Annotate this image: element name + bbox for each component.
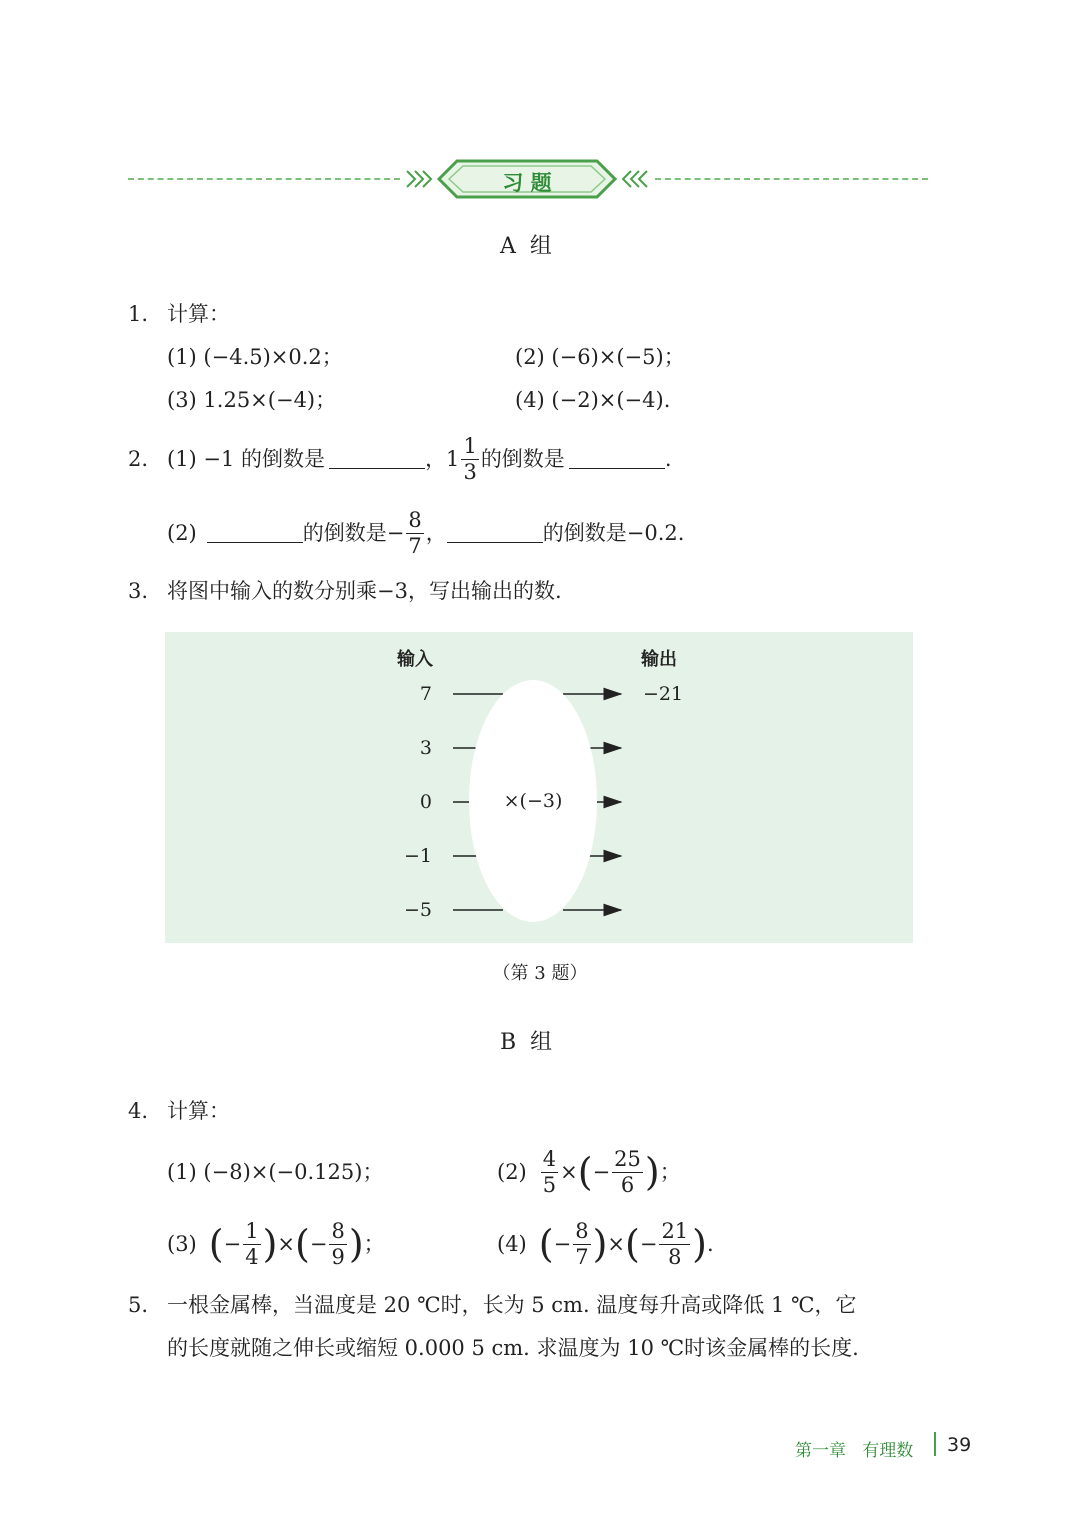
q3-figure bbox=[165, 632, 913, 943]
group-a-heading: A 组 bbox=[500, 234, 552, 259]
q1-number: 1. bbox=[128, 302, 149, 326]
answer-blank[interactable] bbox=[207, 524, 303, 543]
q3-caption: （第 3 题） bbox=[492, 963, 588, 984]
input-value: 7 bbox=[419, 683, 432, 705]
header-divider-right bbox=[655, 178, 928, 180]
q1-part4: (4) (−2)×(−4). bbox=[515, 388, 671, 412]
q2-line2-text-c: ， bbox=[425, 520, 447, 545]
q2-line2-text-a: (2) bbox=[167, 520, 197, 545]
chevron-right-icon bbox=[407, 171, 431, 187]
operation-label: ×(−3) bbox=[503, 790, 563, 812]
group-b-heading: B 组 bbox=[500, 1030, 553, 1055]
q3-number: 3. bbox=[128, 579, 149, 603]
answer-blank[interactable] bbox=[329, 450, 425, 469]
q1-part3: (3) 1.25×(−4)； bbox=[167, 388, 337, 412]
q1-stem: 计算： bbox=[167, 302, 230, 326]
q2-line1-text-b: ，1 bbox=[425, 446, 460, 471]
footer-divider bbox=[934, 1432, 936, 1456]
q2-line2-text-b: 的倒数是− bbox=[302, 520, 405, 545]
answer-blank[interactable] bbox=[569, 450, 665, 469]
answer-blank[interactable] bbox=[447, 524, 543, 543]
header-title: 习 题 bbox=[502, 171, 552, 195]
fraction: $\frac{8}{7}$ bbox=[575, 1218, 589, 1269]
q2-line1 bbox=[167, 432, 672, 486]
q3-diagram bbox=[165, 632, 913, 943]
fraction: $\frac{4}{5}$ bbox=[542, 1146, 557, 1197]
fraction: $\frac{21}{8}$ bbox=[661, 1218, 689, 1269]
fraction-eight-sevenths: $\frac{8}{7}$ bbox=[408, 507, 422, 558]
header-divider-left bbox=[128, 178, 400, 180]
q2-line1-text-a: (1) −1 的倒数是 bbox=[167, 446, 326, 471]
q3-stem: 将图中输入的数分别乘−3，写出输出的数. bbox=[167, 579, 562, 603]
footer-chapter: 第一章 有理数 bbox=[795, 1441, 914, 1461]
q2-line1-end: . bbox=[664, 446, 672, 471]
fraction-one-third: $\frac{1}{3}$ bbox=[463, 433, 477, 484]
output-value: −21 bbox=[643, 683, 684, 705]
chevron-left-icon bbox=[623, 171, 647, 187]
fraction: $\frac{25}{6}$ bbox=[614, 1146, 641, 1197]
q5-number: 5. bbox=[128, 1293, 149, 1317]
q2-number: 2. bbox=[128, 447, 149, 471]
q4-number: 4. bbox=[128, 1099, 149, 1123]
q2-line2-text-d: 的倒数是−0.2. bbox=[542, 520, 685, 545]
q4-part2: (2) $\frac{4}{5}$ × ( − $\frac{25}{6}$ ) ； bbox=[497, 1146, 681, 1197]
input-label: 输入 bbox=[397, 649, 433, 670]
q4-part1: (1) (−8)×(−0.125)； bbox=[167, 1160, 384, 1184]
q4-part4: (4) ( − $\frac{8}{7}$ ) × ( − $\frac{21}{8}$ ) . bbox=[497, 1218, 714, 1269]
fraction: $\frac{8}{9}$ bbox=[331, 1218, 345, 1269]
q1-part2: (2) (−6)×(−5)； bbox=[515, 345, 685, 369]
fraction: $\frac{1}{4}$ bbox=[245, 1218, 259, 1269]
q4-stem: 计算： bbox=[167, 1099, 230, 1123]
input-value: 0 bbox=[419, 791, 432, 813]
q1-part1: (1) (−4.5)×0.2； bbox=[167, 345, 343, 369]
output-label: 输出 bbox=[641, 649, 677, 670]
q5-line2: 的长度就随之伸长或缩短 0.000 5 cm. 求温度为 10 ℃时该金属棒的长度. bbox=[167, 1336, 859, 1360]
input-value: 3 bbox=[419, 737, 432, 759]
input-value: −1 bbox=[403, 845, 432, 867]
q5-line1: 一根金属棒，当温度是 20 ℃时，长为 5 cm. 温度每升高或降低 1 ℃，它 bbox=[167, 1293, 857, 1317]
page-number: 39 bbox=[947, 1434, 972, 1456]
q2-line1-text-c: 的倒数是 bbox=[480, 446, 565, 471]
q2-line2 bbox=[167, 506, 684, 560]
input-value: −5 bbox=[403, 899, 432, 921]
q4-part3: (3) ( − $\frac{1}{4}$ ) × ( − $\frac{8}{9}$ ) ； bbox=[167, 1218, 385, 1269]
